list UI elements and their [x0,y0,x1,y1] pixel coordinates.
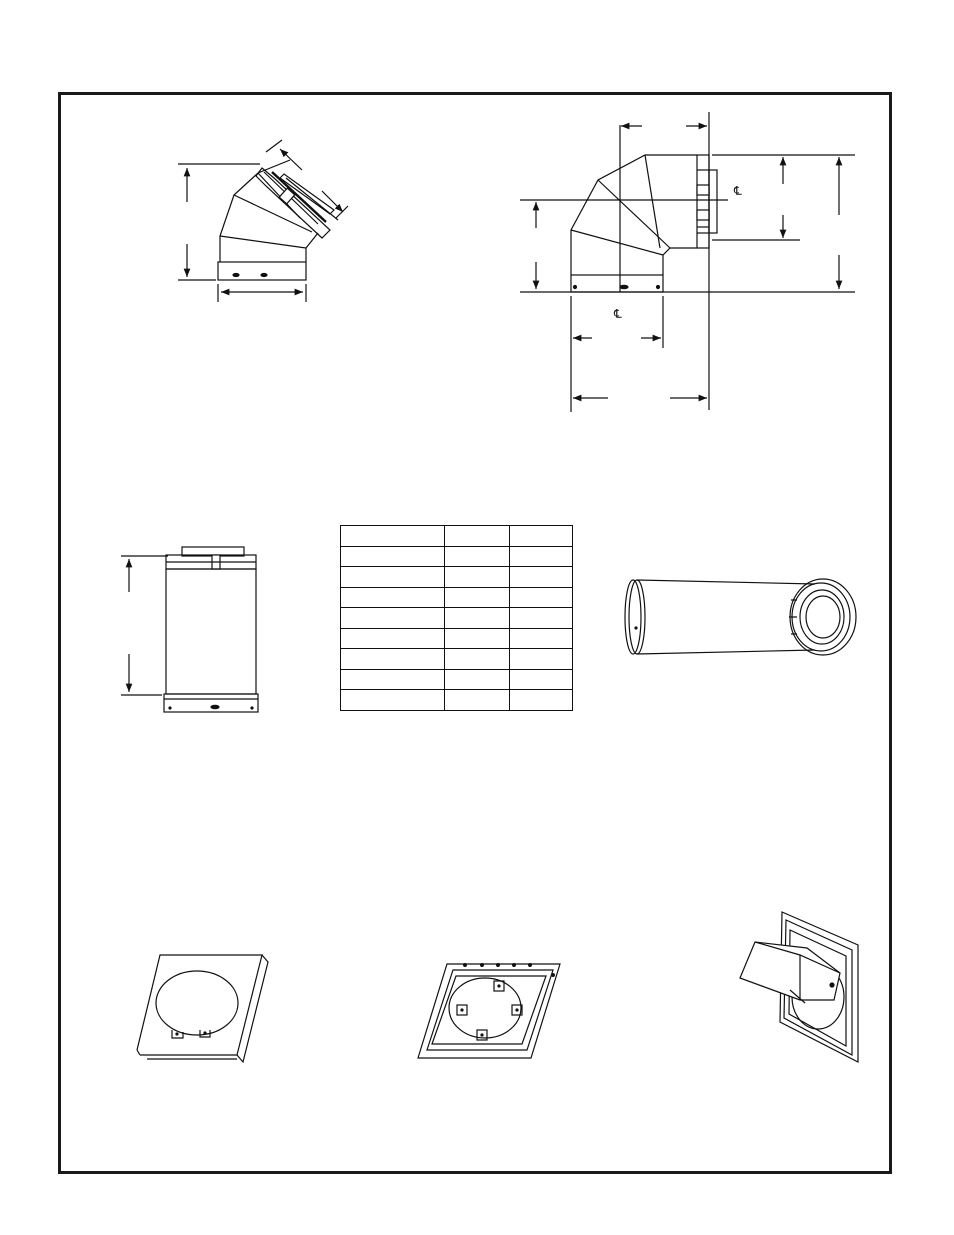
table-cell [341,649,445,670]
table-cell [509,587,572,608]
elbow-45-dimensions [178,140,348,302]
table-cell [509,526,572,547]
table-cell [341,546,445,567]
table-cell [509,669,572,690]
table-cell [341,628,445,649]
table-cell [445,546,509,567]
table-cell [445,669,509,690]
table-cell [509,690,572,711]
elbow-90-dimensions [520,112,855,412]
table-row [341,546,573,567]
table-cell [445,649,509,670]
table-row [341,608,573,629]
table-row [341,567,573,588]
table-row [341,690,573,711]
table-cell [341,690,445,711]
table-row [341,649,573,670]
table-row [341,587,573,608]
table-cell [341,608,445,629]
table-cell [509,546,572,567]
wall-shield-drawing [137,955,268,1062]
table-row [341,628,573,649]
vent-termination-drawing [740,912,858,1062]
straight-pipe-drawing [164,547,258,712]
elbow-90-drawing [571,155,717,292]
table-cell [341,669,445,690]
table-row [341,526,573,547]
table-cell [445,608,509,629]
dimension-table [340,525,573,711]
table-cell [445,567,509,588]
table-cell [341,526,445,547]
table-cell [509,649,572,670]
telescoping-pipe-drawing [625,579,856,655]
table-row [341,669,573,690]
table-cell [445,526,509,547]
table-cell [509,567,572,588]
table-cell [341,587,445,608]
table-cell [445,587,509,608]
firestop-spacer-drawing [418,964,560,1058]
centerline-symbol-right: ℄ [734,184,742,198]
table-cell [341,567,445,588]
centerline-symbol-bottom: ℄ [614,307,622,321]
table-cell [445,690,509,711]
elbow-45-drawing [218,160,338,280]
table-cell [509,608,572,629]
table-cell [445,628,509,649]
table-cell [509,628,572,649]
straight-pipe-dimensions [121,556,168,695]
